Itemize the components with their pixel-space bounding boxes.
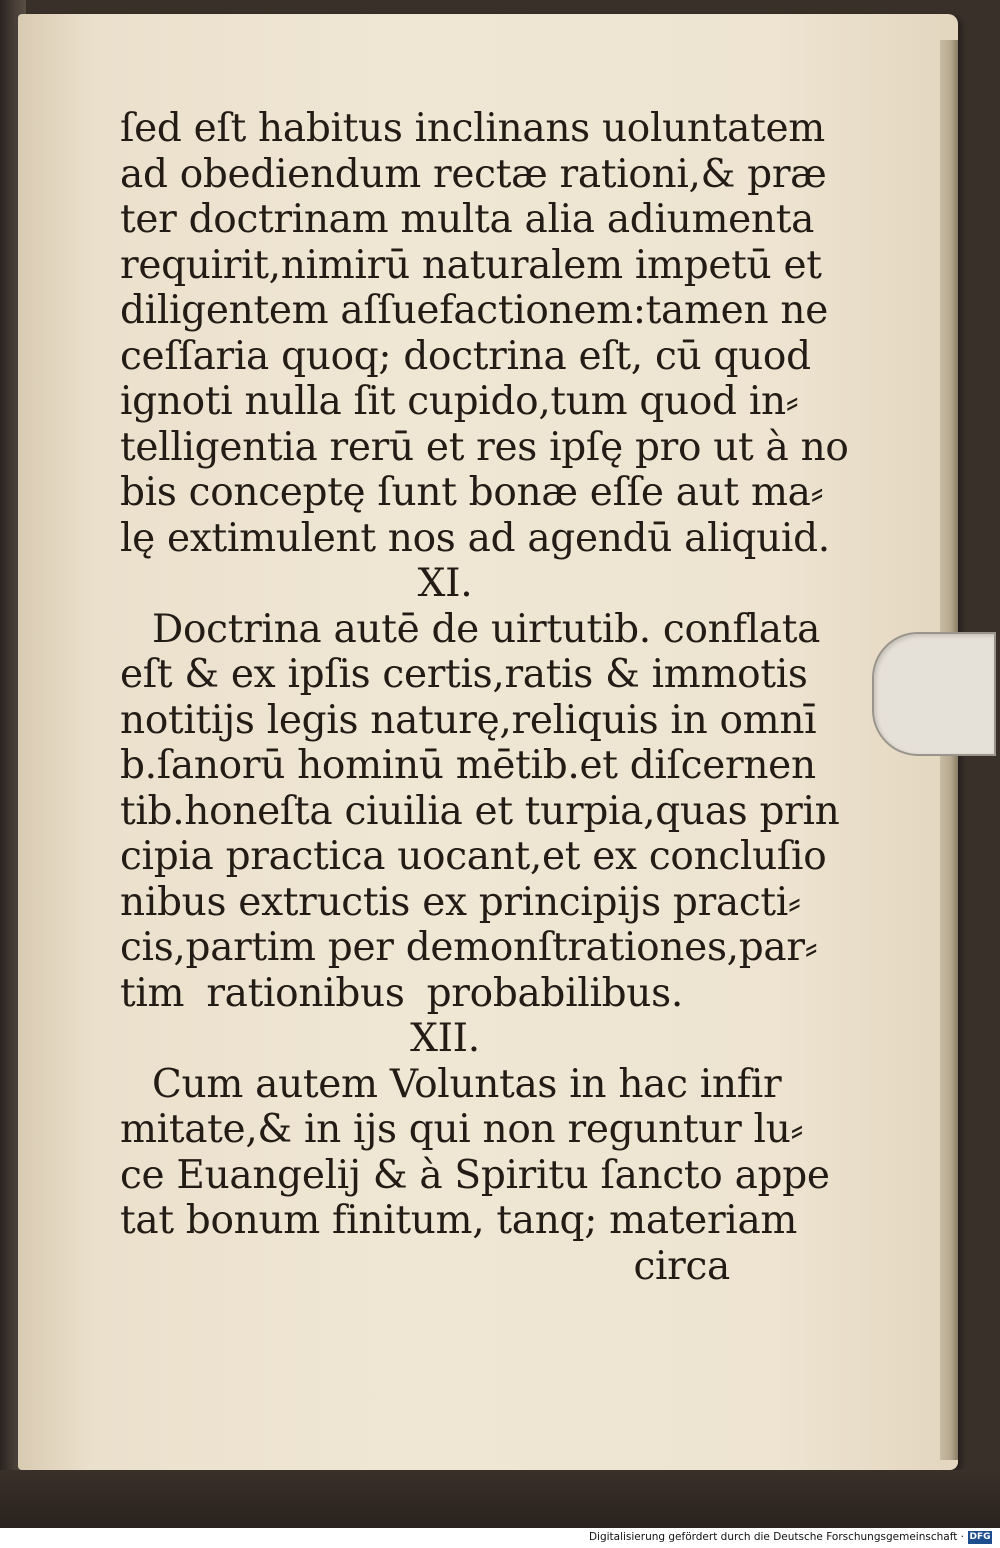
page-text — [120, 106, 849, 1289]
text-line: tim rationibus probabilibus. — [120, 970, 683, 1016]
scan-bottom-shadow — [0, 1470, 1000, 1528]
text-line: ceſſaria quoq; doctrina eſt, cū quod — [120, 333, 811, 379]
text-line: Cum autem Voluntas in hac infir — [152, 1061, 782, 1107]
text-line: eſt & ex ipſis certis,ratis & immotis — [120, 652, 808, 697]
catchword: circa — [633, 1243, 730, 1289]
text-line: diligentem aſſuefactionem:tamen ne — [120, 288, 828, 333]
text-line: b.ſanorū hominū mētib.et diſcernen — [120, 743, 816, 788]
text-line: tib.honeſta ciuilia et turpia,quas prin — [120, 788, 840, 834]
dfg-logo: DFG — [969, 1532, 991, 1542]
text-line: lę extimulent nos ad agendū aliquid. — [120, 515, 830, 561]
section-heading-xi: XI. — [417, 561, 473, 606]
funding-notice: Digitalisierung gefördert durch die Deutsche Forschungsgemeinschaft · — [588, 1531, 964, 1543]
text-line: ignoti nulla ſit cupido,tum quod in⸗ — [120, 379, 799, 424]
text-line: mitate,& in ijs qui non reguntur lu⸗ — [120, 1107, 804, 1152]
text-line: bis conceptę ſunt bonæ eſſe aut ma⸗ — [120, 470, 824, 515]
text-line: notitijs legis naturę,reliquis in omnī — [120, 697, 817, 743]
text-line: Doctrina autē de uirtutib. conflata — [152, 606, 821, 652]
bookmark-tab — [872, 632, 996, 756]
text-line: ad obediendum rectæ rationi,& præ — [120, 151, 827, 197]
text-line: ce Euangelij & à Spiritu ſancto appe — [120, 1152, 830, 1198]
text-line: requirit,nimirū naturalem impetū et — [120, 242, 822, 288]
text-line: telligentia rerū et res ipſę pro ut à no — [120, 424, 849, 470]
footer-bar — [0, 1528, 1000, 1548]
text-line: ter doctrinam multa alia adiumenta — [120, 197, 815, 242]
text-line: cipia practica uocant,et ex concluſio — [120, 834, 827, 879]
text-line: tat bonum finitum, tanq; materiam — [120, 1198, 798, 1243]
text-line: ſed eſt habitus inclinans uoluntatem — [120, 106, 825, 151]
book-page — [18, 14, 958, 1470]
section-heading-xii: XII. — [410, 1016, 480, 1061]
text-line: cis,partim per demonſtrationes,par⸗ — [120, 925, 818, 970]
text-line: nibus extructis ex principijs practi⸗ — [120, 879, 801, 925]
